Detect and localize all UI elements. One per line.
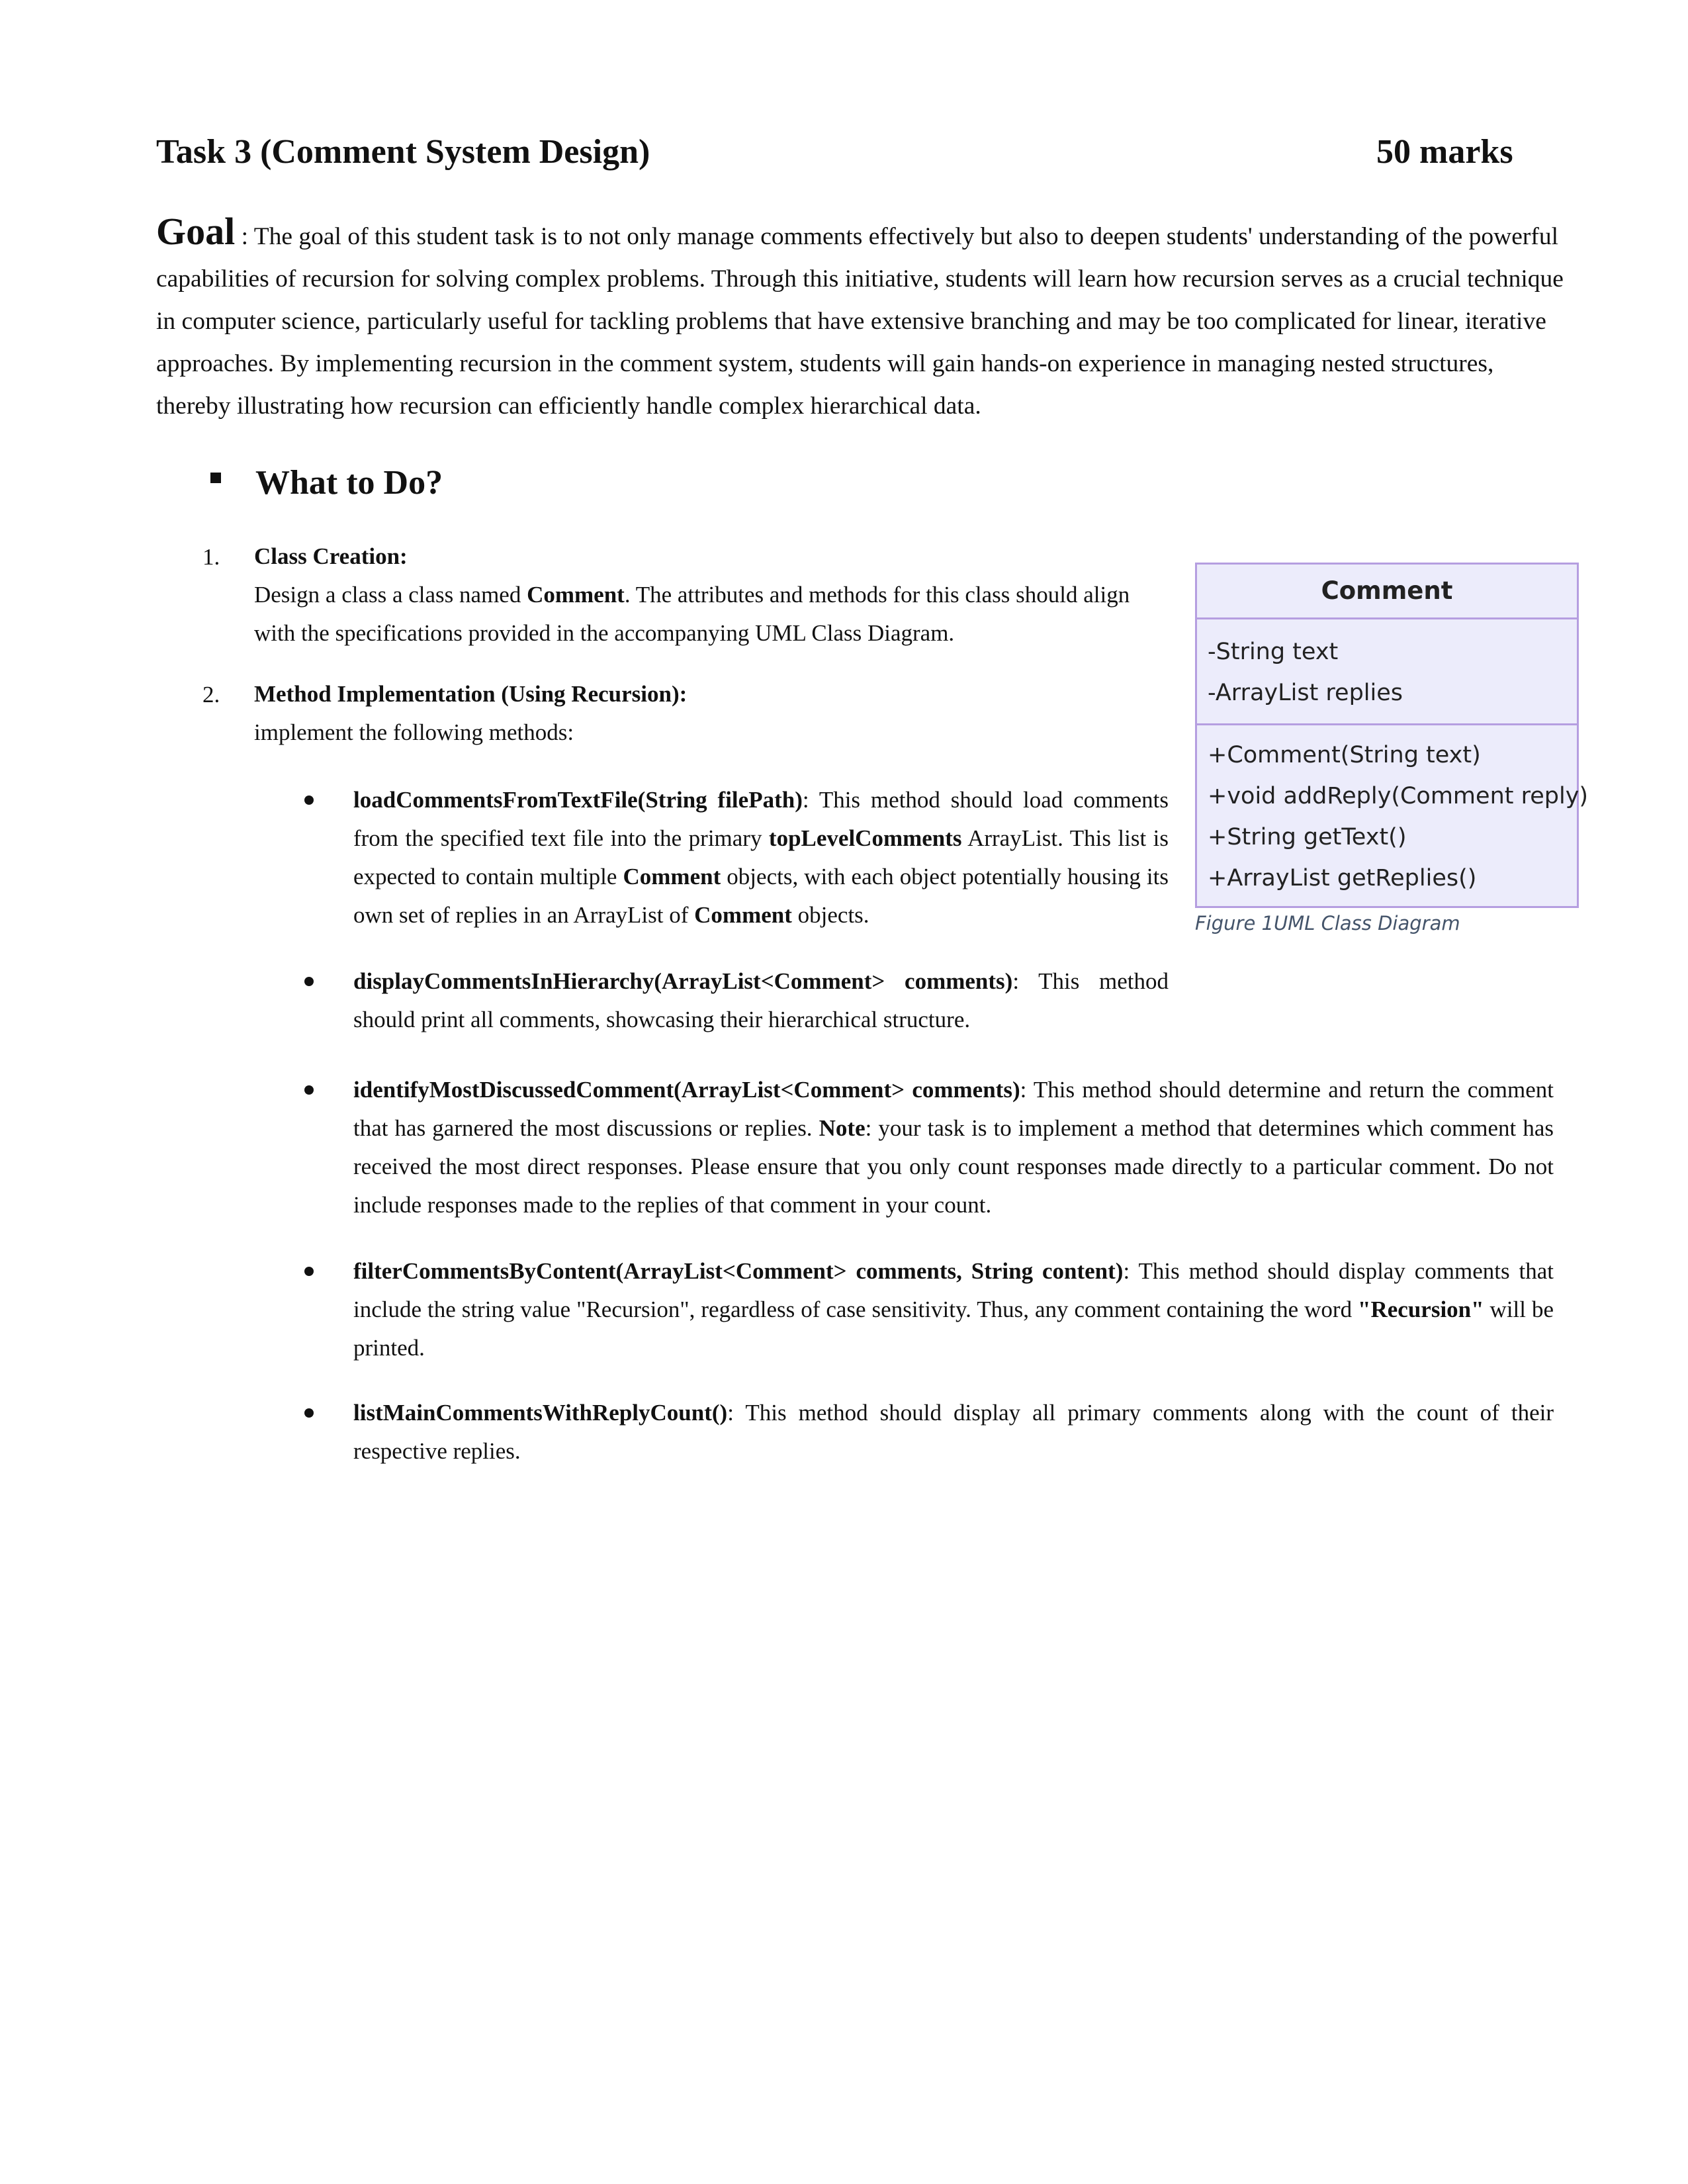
step-1-number: 1.: [202, 544, 220, 570]
step-2-number: 2.: [202, 682, 220, 707]
goal-text: : The goal of this student task is to not only manage comments effectively but also to deepen students' understanding of the powerful capabilities of recursion for solving complex problems. Through this initiative, students will learn how recursion serves as a crucial technique in computer science, particularly useful for tackling problems that have extensive branching and may be too complicated for linear, iterative approaches. By implementing recursion in the comment system, students will gain hands-on experience in managing nested structures, thereby illustrating how recursion can efficiently handle complex hierarchical data.: [156, 223, 1564, 420]
method-item: displayCommentsInHierarchy(ArrayList<Comment> comments): This method should print all comments, showcasing their hierarchical structure.: [353, 968, 1169, 1032]
uml-attributes: [1197, 619, 1577, 725]
note-label: Note: [819, 1115, 866, 1141]
uml-attribute: -ArrayList replies: [1208, 680, 1403, 706]
uml-methods: [1197, 725, 1589, 899]
method-signature: identifyMostDiscussedComment(ArrayList<Comment> comments): [353, 1077, 1020, 1103]
method-item: filterCommentsByContent(ArrayList<Comment> comments, String content): This method should display comments that include the string value "Recursion", regardless of case sensitivity. Thus, any comment containing the word "Recursion" will be printed.: [353, 1258, 1554, 1361]
bullet-icon: [304, 796, 314, 805]
method-signature: listMainCommentsWithReplyCount(): [353, 1400, 728, 1426]
step-1: [254, 537, 1141, 653]
goal-label: Goal: [156, 210, 236, 253]
uml-method: +void addReply(Comment reply): [1208, 783, 1589, 809]
step-1-title: Class Creation:: [254, 543, 408, 569]
task-title: Task 3 (Comment System Design): [156, 133, 650, 171]
uml-method: +String getText(): [1208, 824, 1407, 850]
method-item: identifyMostDiscussedComment(ArrayList<Comment> comments): This method should determine and return the comment that has garnered the most discussions or replies. Note: your task is to implement a method that determines which comment has received the most direct responses. Please ensure that you only count responses made directly to a particular comment. Do not include responses made to the replies of that comment in your count.: [353, 1077, 1554, 1218]
uml-class-diagram: [1195, 563, 1589, 908]
method-item: listMainCommentsWithReplyCount(): This method should display all primary comments along with the count of their respective replies.: [353, 1400, 1554, 1464]
uml-attribute: -String text: [1208, 639, 1339, 665]
method-signature: loadCommentsFromTextFile(String filePath): [353, 787, 803, 813]
figure-caption: Figure 1UML Class Diagram: [1195, 912, 1460, 934]
method-item: loadCommentsFromTextFile(String filePath): This method should load comments from the specified text file into the primary topLevelComments ArrayList. This list is expected to contain multiple Comment objects, with each object potentially housing its own set of replies in an ArrayList of Comment objects.: [353, 787, 1169, 928]
method-signature: filterCommentsByContent(ArrayList<Comment> comments, String content): [353, 1258, 1124, 1284]
uml-method: +Comment(String text): [1208, 742, 1481, 768]
bullet-icon: [304, 977, 314, 986]
step-2-title: Method Implementation (Using Recursion):: [254, 681, 688, 707]
bullet-icon: [304, 1085, 314, 1095]
goal-paragraph: [156, 210, 1572, 428]
class-name-comment: Comment: [527, 582, 625, 608]
step-2-text: implement the following methods:: [254, 719, 574, 745]
title-row: [156, 132, 1515, 185]
bullet-icon: [304, 1408, 314, 1418]
section-heading-text: What to Do?: [255, 464, 443, 502]
square-bullet-icon: [210, 473, 221, 483]
step-2: [254, 675, 1141, 752]
bullet-icon: [304, 1267, 314, 1276]
step-1-text: Design a class a class named Comment. The attributes and methods for this class should align with the specifications provided in the accompanying UML Class Diagram.: [254, 582, 1130, 646]
method-signature: displayCommentsInHierarchy(ArrayList<Comment> comments): [353, 968, 1013, 994]
uml-class-name: Comment: [1197, 565, 1577, 619]
task-marks: 50 marks: [1376, 133, 1513, 171]
uml-method: +ArrayList getReplies(): [1208, 865, 1477, 891]
